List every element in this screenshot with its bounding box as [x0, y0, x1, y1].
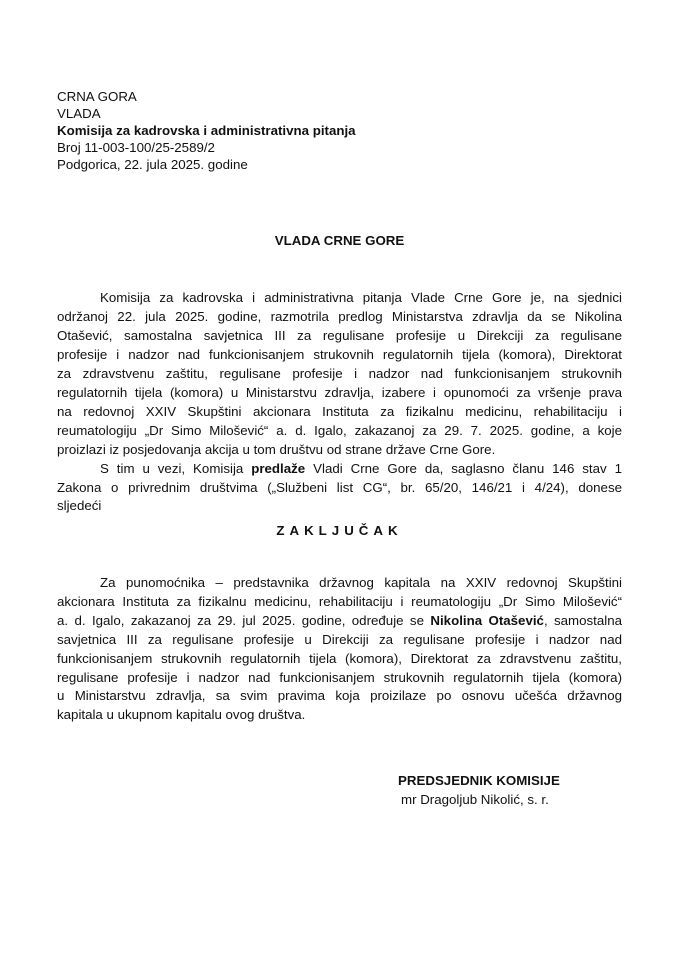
text-line: [57, 688, 622, 704]
text-segment: S tim u vezi, Komisija: [100, 461, 252, 476]
text-line: [57, 632, 622, 648]
text-line: [57, 385, 622, 401]
text-segment: proizlazi iz posjedovanja akcija u tom društvu od strane države Crne Gore.: [57, 442, 496, 457]
text-line: [57, 404, 622, 420]
header-country: CRNA GORA: [57, 89, 137, 104]
text-line: [57, 651, 622, 667]
text-line: [57, 328, 622, 344]
header-commission: Komisija za kadrovska i administrativna pitanja: [57, 123, 356, 138]
text-segment: u Ministarstvu zdravlja, sa svim pravima koja proizilaze po osnovu učešća državnog: [57, 688, 622, 704]
text-line: [100, 290, 622, 306]
bold-text: predlaže: [251, 461, 306, 476]
signature-name: mr Dragoljub Nikolić, s. r.: [401, 792, 549, 807]
text-line: [57, 366, 622, 382]
text-segment: regulisane profesije i nadzor nad funkcionisanjem strukovnih regulatornih tijela (komora): [57, 669, 622, 685]
text-segment: funkcionisanjem strukovnih regulatornih tijela (komora), Direktorat za zdravstvenu zaštitu,: [57, 650, 622, 666]
text-line: [57, 707, 622, 723]
header-government: VLADA: [57, 106, 101, 121]
text-line: [57, 480, 622, 496]
document-number: Broj 11-003-100/25-2589/2: [57, 140, 215, 155]
text-segment: regulatornih tijela (komora) u Ministarstvu zdravlja, izabere i opunomoći za vršenje prava: [57, 385, 622, 400]
addressee: VLADA CRNE GORE: [274, 233, 405, 248]
text-line: [57, 423, 622, 439]
text-segment: Vladi Crne Gore da, saglasno članu 146 stav 1: [305, 461, 622, 476]
text-line: [57, 498, 622, 514]
text-line: [100, 461, 622, 477]
text-segment: sljedeći: [57, 498, 102, 513]
text-segment: savjetnica III za regulisane profesije u Direkciji za regulisane profesije i nadzor nad: [57, 631, 622, 647]
text-segment: Zakona o privrednim društvima („Službeni list CG“, br. 65/20, 146/21 i 4/24), donese: [57, 479, 622, 495]
text-segment: za zdravstvenu zaštitu, regulisane profesije i nadzor nad funkcionisanjem strukovnih: [57, 366, 622, 381]
text-segment: a. d. Igalo, zakazanoj za 29. jul 2025. godine, određuje se: [57, 612, 431, 628]
text-line: [100, 575, 622, 591]
text-line: [57, 594, 622, 610]
text-segment: kapitala u ukupnom kapitalu ovog društva.: [57, 707, 306, 723]
text-segment: održanoj 22. jula 2025. godine, razmotrila predlog Ministarstva zdravlja da se Nikolina: [57, 309, 622, 324]
text-line: [57, 347, 622, 363]
text-segment: Otašević, samostalna savjetnica III za regulisane profesije u Direkciji za regulisane: [57, 328, 622, 343]
signature-title: PREDSJEDNIK KOMISIJE: [398, 773, 560, 788]
text-segment: na redovnoj XXIV Skupštini akcionara Instituta za fizikalnu medicinu, rehabilitaciju i: [57, 404, 622, 419]
text-line: [57, 613, 622, 629]
text-line: [57, 670, 622, 686]
text-segment: , samostalna: [543, 612, 623, 628]
text-segment: profesije i nadzor nad funkcionisanjem strukovnih regulatornih tijela (komora), Direktorat: [57, 347, 622, 362]
text-segment: Komisija za kadrovska i administrativna pitanja Vlade Crne Gore je, na sjednici: [100, 290, 622, 305]
conclusion-title: ZAKLJUČAK: [276, 523, 403, 538]
text-line: [57, 442, 622, 458]
place-date: Podgorica, 22. jula 2025. godine: [57, 157, 248, 172]
bold-text: Nikolina Otašević: [430, 612, 544, 628]
text-segment: Za punomoćnika – predstavnika državnog kapitala na XXIV redovnoj Skupštini: [100, 575, 622, 590]
text-segment: akcionara Instituta za fizikalnu medicinu, rehabilitaciju i reumatologiju „Dr Simo Milošević“: [57, 593, 622, 609]
text-segment: reumatologiju „Dr Simo Milošević“ a. d. Igalo, zakazanoj za 29. 7. 2025. godine, a koje: [57, 423, 622, 438]
text-line: [57, 309, 622, 325]
